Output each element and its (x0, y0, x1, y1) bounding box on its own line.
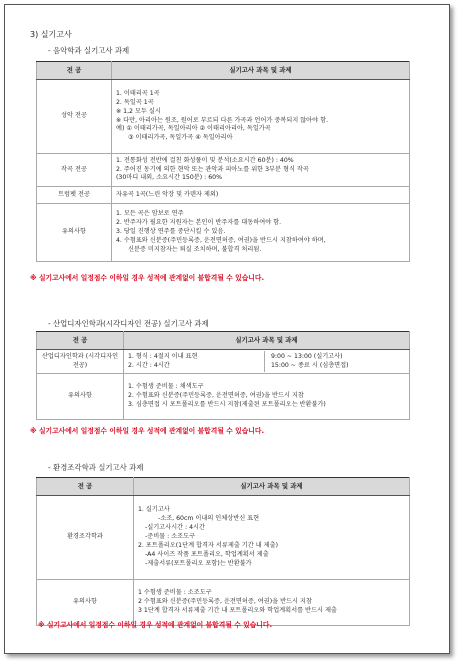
sculpture-major-label: 환경조각학과 (37, 496, 134, 580)
trumpet-content: 자유곡 1곡(느린 악장 및 카덴자 제외) (112, 187, 410, 204)
sculpture-notes-label: 유의사항 (37, 580, 134, 626)
col-task-header: 실기고사 과목 및 과제 (134, 478, 410, 496)
music-subtitle: - 음악학과 실기고사 과제 (48, 46, 130, 55)
col-major-header: 전 공 (37, 62, 112, 80)
design-notes-label: 유의사항 (37, 374, 124, 420)
sculpture-table (36, 477, 410, 626)
music-table (36, 61, 410, 262)
sculpture-subtitle: - 환경조각학과 실기고사 과제 (48, 463, 144, 472)
sculpture-warning: ※ 실기고사에서 일정점수 이하일 경우 성적에 관계없이 불합격될 수 있습니다. (38, 621, 273, 629)
col-major-header: 전 공 (37, 332, 124, 350)
design-major-content: 1. 형식 : 4절지 이내 표현 2. 시간 : 4시간 9:00 ~ 13:00 (실기고사) 15:00 ~ 종료 시 (심층면접) (124, 350, 410, 374)
music-notes-content: 1. 모든 곡은 암보로 연주 2. 반주자가 필요한 지원자는 본인이 반주자를 대동하여야 함. 3. 당일 진행상 연주를 중단시킬 수 있음. 4. 수험표와 신분증(주민등록증, 운전면허증, 여권)을 반드시 지참하여야 하며, 신분증 미지참자는 퇴실 조치하며, 불합격 처리됨. (112, 204, 410, 262)
col-task-header: 실기고사 과목 및 과제 (112, 62, 410, 80)
design-major-label: 산업디자인학과 (시각디자인 전공) (37, 350, 124, 374)
vocal-label: 성악 전공 (37, 80, 112, 154)
section-heading: 3) 실기고사 (30, 30, 72, 39)
col-task-header: 실기고사 과목 및 과제 (124, 332, 410, 350)
composition-content: 1. 전통화성 전반에 걸친 화성풀이 및 분석(소요시간 60분) : 40% 2. 주어진 동기에 의한 현악 또는 관악과 피아노를 위한 3부분 형식 작곡 (30마디 내외, 소요시간 150분) : 60% (112, 154, 410, 187)
trumpet-label: 트럼펫 전공 (37, 187, 112, 204)
music-notes-label: 유의사항 (37, 204, 112, 262)
design-warning: ※ 실기고사에서 일정점수 이하일 경우 성적에 관계없이 불합격될 수 있습니다. (30, 427, 265, 435)
vocal-content: 1. 이태리곡 1곡 2. 독일곡 1곡 ※ 1,2 모두 실시 ※ 다만, 아리아는 원조, 원어로 부르되 다른 가곡과 언어가 중복되지 않아야 함. 예) ① 이태리가곡, 독일아리아 ② 이태리아리아, 독일가곡 ③ 이태리가곡, 독일가곡 ④ 독일아리아 (112, 80, 410, 154)
design-table (36, 331, 410, 420)
sculpture-notes-content: 1 수험생 준비물 : 소조도구 2 수험표와 신분증(주민등록증, 운전면허증, 여권)을 반드시 지참 3 1단계 합격자 서류제출 기간 내 포트폴리오와 학업계획서를 반드시 제출 (134, 580, 410, 626)
sculpture-major-content: 1. 실기고사 -소조, 60cm 이내의 인체상반신 표현 -실기고사시간 : 4시간 -준비물 : 소조도구 2. 포트폴리오(1단계 합격자 서류제출 기간 내 제출) -A4 사이즈 작품 포트폴리오, 학업계획서 제출 -제출서류(포트폴리오 포함)는 반환불가 (134, 496, 410, 580)
music-warning: ※ 실기고사에서 일정점수 이하일 경우 성적에 관계없이 불합격될 수 있습니다. (30, 274, 265, 282)
design-notes-content: 1. 수험생 준비물 : 채색도구 2. 수험표와 신분증(주민등록증, 운전면허증, 여권)을 반드시 지참 3. 심층면접 시 포트폴리오를 반드시 지참(제출된 포트폴리오는 반환불가) (124, 374, 410, 420)
col-major-header: 전 공 (37, 478, 134, 496)
composition-label: 작곡 전공 (37, 154, 112, 187)
design-subtitle: - 산업디자인학과(시각디자인 전공) 실기고사 과제 (48, 319, 209, 328)
